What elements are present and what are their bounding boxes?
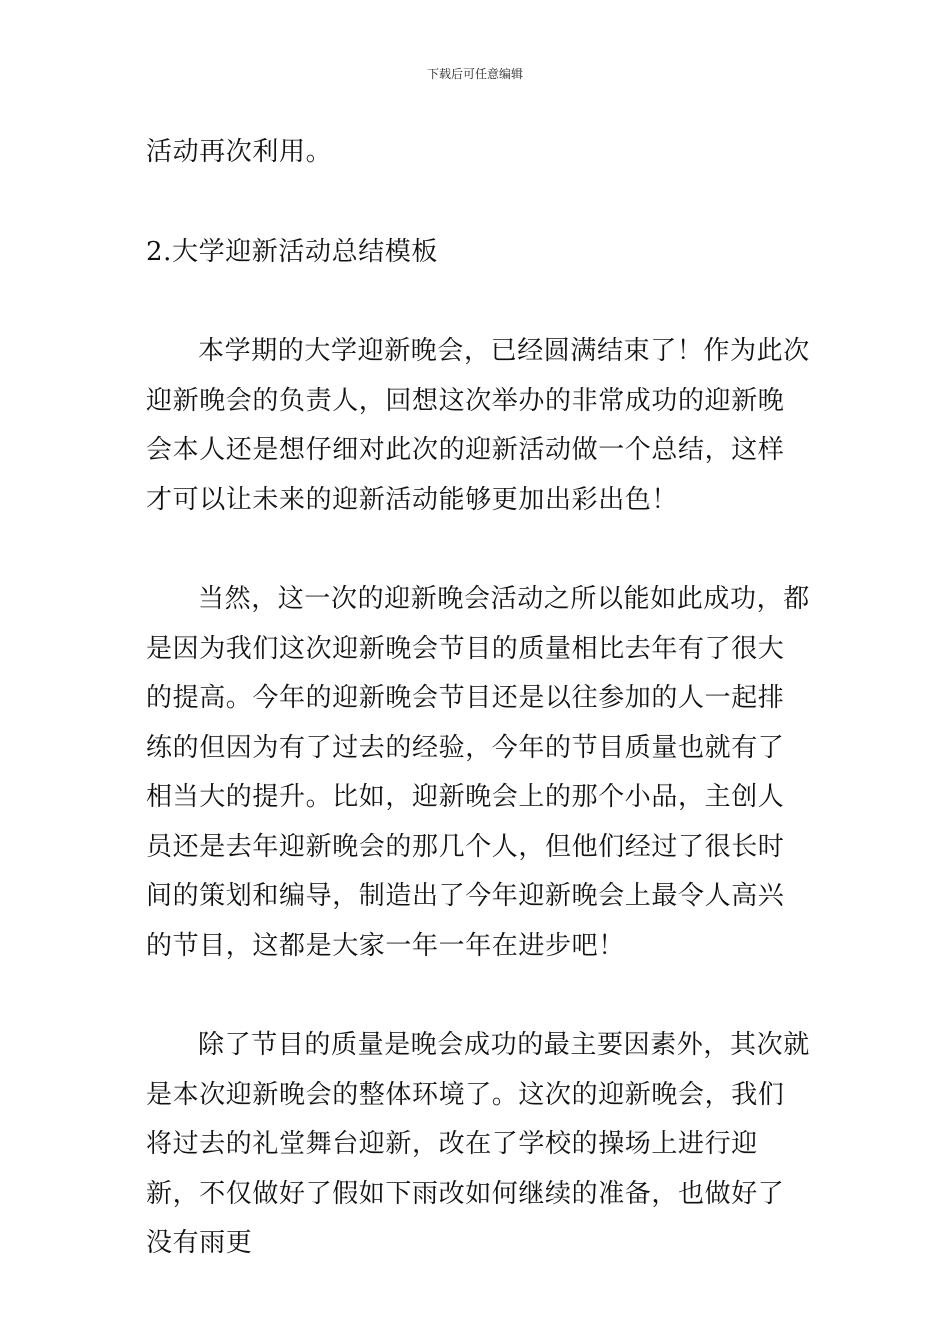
document-body: [146, 128, 810, 1269]
paragraph-1: 本学期的大学迎新晚会，已经圆满结束了！作为此次迎新晚会的负责人，回想这次举办的非常成功的迎新晚会本人还是想仔细对此次的迎新活动做一个总结，这样才可以让未来的迎新活动能够更加出彩出色！: [146, 336, 810, 515]
paragraph-3: 除了节目的质量是晚会成功的最主要因素外，其次就是本次迎新晚会的整体环境了。这次的迎新晚会，我们将过去的礼堂舞台迎新，改在了学校的操场上进行迎新，不仅做好了假如下雨改如何继续的准备，也做好了没有雨更: [146, 1030, 810, 1258]
page-header-note: 下载后可任意编辑: [426, 67, 523, 81]
paragraph-2: 当然，这一次的迎新晚会活动之所以能如此成功，都是因为我们这次迎新晚会节目的质量相比去年有了很大的提高。今年的迎新晚会节目还是以往参加的人一起排练的但因为有了过去的经验，今年的节目质量也就有了相当大的提升。比如，迎新晚会上的那个小品，主创人员还是去年迎新晚会的那几个人，但他们经过了很长时间的策划和编导，制造出了今年迎新晚会上最令人高兴的节目，这都是大家一年一年在进步吧！: [146, 584, 810, 961]
section-title: 2.大学迎新活动总结模板: [146, 236, 439, 267]
continuation-text: 活动再次利用。: [146, 137, 333, 167]
